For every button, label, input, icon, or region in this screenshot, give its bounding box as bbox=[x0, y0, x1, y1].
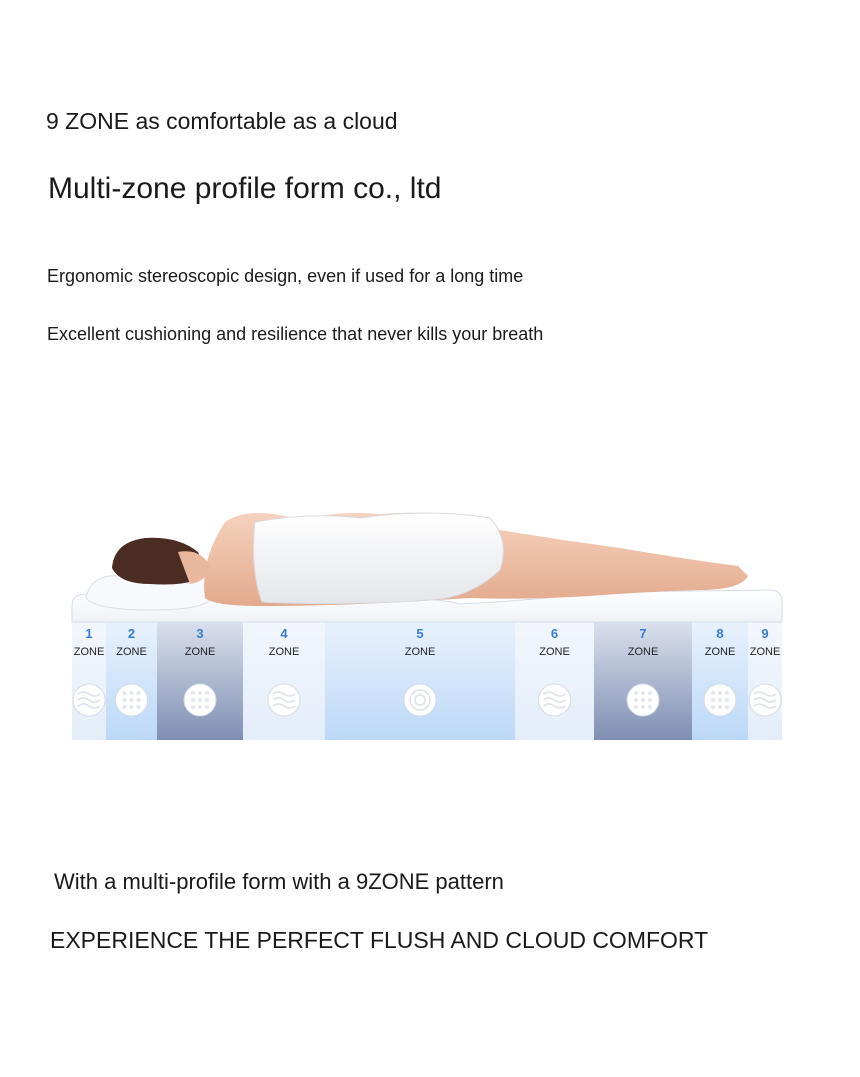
eyebrow-text: 9 ZONE as comfortable as a cloud bbox=[46, 108, 398, 134]
tagline-primary: With a multi-profile form with a 9ZONE pattern bbox=[54, 869, 504, 894]
dot-foam-icon bbox=[116, 684, 148, 716]
zone-label-7: ZONE bbox=[627, 646, 659, 658]
wave-foam-icon bbox=[749, 684, 781, 716]
dot-foam-icon bbox=[704, 684, 736, 716]
wave-foam-icon bbox=[539, 684, 571, 716]
feature-line-1: Ergonomic stereoscopic design, even if used for a long time bbox=[47, 266, 524, 286]
zone-number-1: 1 bbox=[85, 626, 93, 641]
zone-label-2: ZONE bbox=[116, 646, 147, 658]
zone-number-3: 3 bbox=[196, 626, 204, 641]
zone-label-4: ZONE bbox=[268, 646, 300, 658]
zone-label-3: ZONE bbox=[184, 646, 216, 658]
dot-foam-icon bbox=[184, 684, 216, 716]
page-title: Multi-zone profile form co., ltd bbox=[48, 172, 442, 205]
zone-label-9: ZONE bbox=[749, 646, 781, 658]
zone-number-5: 5 bbox=[416, 626, 424, 641]
zone-number-6: 6 bbox=[550, 626, 559, 641]
zone-number-2: 2 bbox=[127, 626, 136, 641]
tagline-secondary: EXPERIENCE THE PERFECT FLUSH AND CLOUD COMFORT bbox=[50, 927, 709, 953]
zone-label-5: ZONE bbox=[404, 646, 436, 658]
swirl-foam-icon bbox=[404, 684, 436, 716]
zone-number-9: 9 bbox=[761, 626, 769, 641]
zone-number-8: 8 bbox=[716, 626, 724, 641]
zone-label-1: ZONE bbox=[73, 646, 105, 658]
dot-foam-icon bbox=[627, 684, 659, 716]
feature-line-2: Excellent cushioning and resilience that never kills your breath bbox=[47, 324, 544, 344]
wave-foam-icon bbox=[73, 684, 105, 716]
zone-number-7: 7 bbox=[639, 626, 647, 641]
zone-label-6: ZONE bbox=[539, 646, 570, 658]
zone-label-8: ZONE bbox=[704, 646, 736, 658]
mattress-zone-illustration bbox=[0, 480, 860, 760]
wave-foam-icon bbox=[268, 684, 300, 716]
zone-number-4: 4 bbox=[280, 626, 288, 641]
